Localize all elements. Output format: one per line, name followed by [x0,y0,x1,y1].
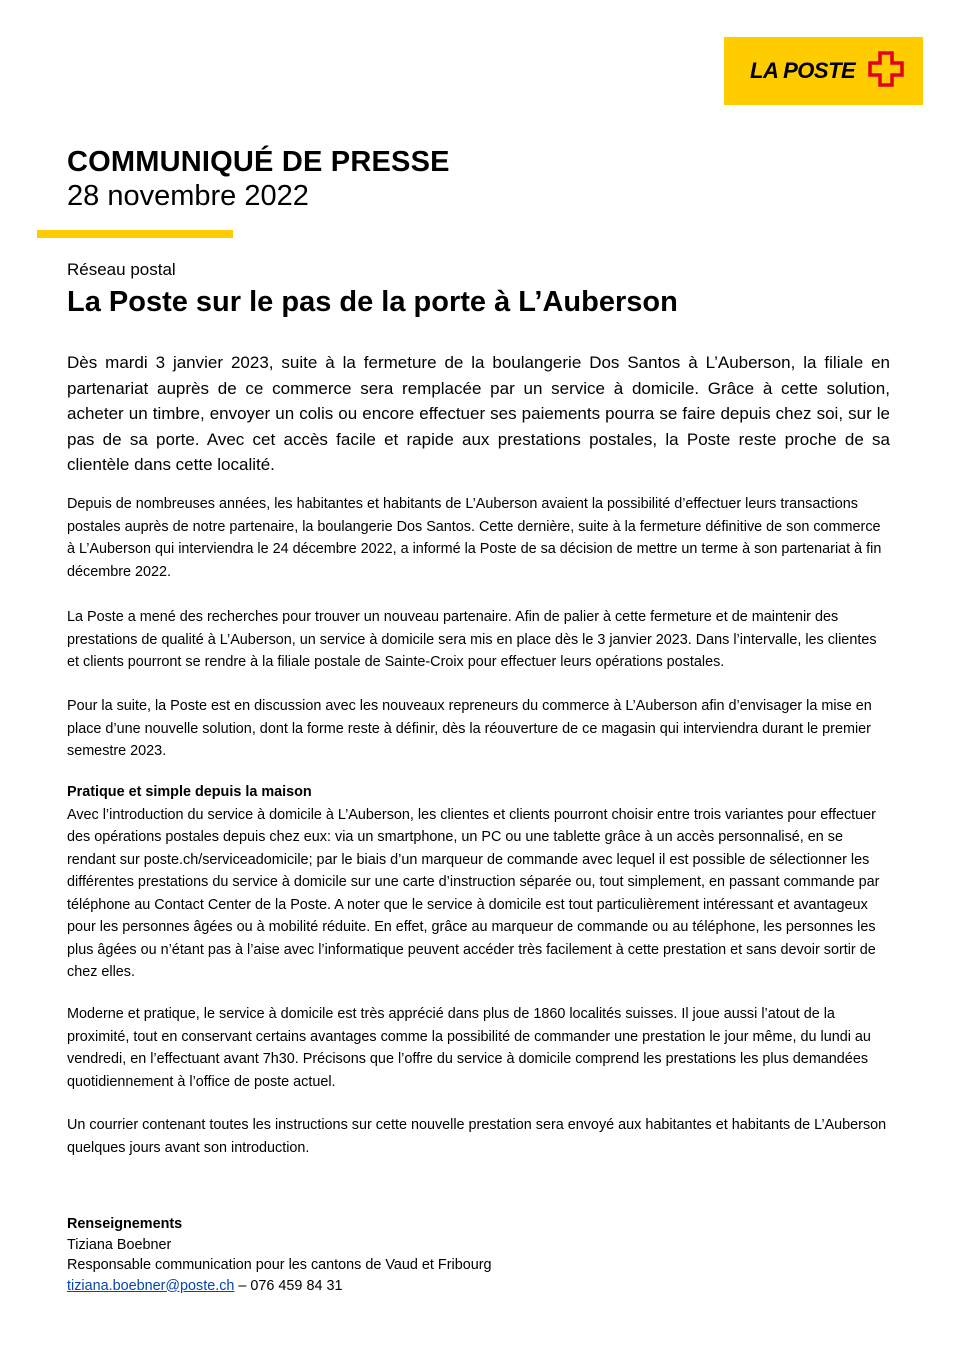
header-divider [37,230,233,238]
document-type: COMMUNIQUÉ DE PRESSE [67,146,450,178]
paragraph: La Poste a mené des recherches pour trouver un nouveau partenaire. Afin de palier à cette fermeture et de maintenir des prestations de qualité à L’Auberson, un service à domicile sera mis en place dès le 3 janvier 2023. Dans l’intervalle, les clientes et clients pourront se rendre à la filiale postale de Sainte-Croix pour effectuer leurs opérations postales. [67,609,877,670]
document-header [67,145,450,213]
paragraph: Avec l’introduction du service à domicile à L’Auberson, les clientes et clients pourront choisir entre trois variantes pour effectuer des opérations postales depuis chez eux: via un smartphone, un PC ou une tablette grâce à un accès personnalisé, en se rendant sur poste.ch/serviceadomicile; par le biais d’un marqueur de commande avec lequel il est possible de sélectionner les différentes prestations du service à domicile sur une carte d’instruction séparée ou, tout simplement, en passant commande par téléphone au Contact Center de la Poste. A noter que le service à domicile est tout particulièrement intéressant et avantageux pour les personnes âgées ou à mobilité réduite. En effet, grâce au marqueur de commande ou au téléphone, les personnes les plus âgées ou n’étant pas à l’aise avec l’informatique peuvent accéder très facilement à cette prestation et sans devoir sortir de chez elles. [67,806,880,980]
section-practical [67,781,890,984]
swiss-cross-icon [868,51,904,87]
contact-heading: Renseignements [67,1216,183,1232]
article-kicker: Réseau postal [67,260,176,279]
paragraph: Moderne et pratique, le service à domicile est très apprécié dans plus de 1860 localités suisses. Il joue aussi l’atout de la proximité, tout en conservant certains avantages comme la possibilité de commander une prestation le jour même, du lundi au vendredi, en l’effectuant avant 7h30. Précisons que l’offre du service à domicile comprend les prestations les plus demandées quotidiennement à l’office de poste actuel. [67,1006,871,1090]
paragraph: Un courrier contenant toutes les instructions sur cette nouvelle prestation sera envoyé aux habitantes et habitants de L’Auberson quelques jours avant son introduction. [67,1117,887,1156]
article-lead: Dès mardi 3 janvier 2023, suite à la fermeture de la boulangerie Dos Santos à L’Auberson, la filiale en partenariat auprès de ce commerce sera remplacée par un service à domicile. Grâce à cette solution, acheter un timbre, envoyer un colis ou encore effectuer ses paiements pourra se faire depuis chez soi, sur le pas de sa porte. Avec cet accès facile et rapide aux prestations postales, la Poste reste proche de sa clientèle dans cette localité. [67,353,890,474]
paragraph: Pour la suite, la Poste est en discussion avec les nouveaux repreneurs du commerce à L’Auberson afin d’envisager la mise en place d’une nouvelle solution, dont la forme reste à définir, dès la réouverture de ce magasin qui interviendra durant le premier semestre 2023. [67,698,872,759]
la-poste-logo [724,37,923,105]
article-title: La Poste sur le pas de la porte à L’Auberson [67,286,678,318]
contact-phone: – 076 459 84 31 [234,1277,343,1294]
contact-line [67,1276,492,1297]
document-date: 28 novembre 2022 [67,180,309,212]
contact-role: Responsable communication pour les cantons de Vaud et Fribourg [67,1257,492,1273]
contact-email-link[interactable]: tiziana.boebner@poste.ch [67,1277,235,1294]
paragraph: Depuis de nombreuses années, les habitantes et habitants de L’Auberson avaient la possibilité d’effectuer leurs transactions postales auprès de notre partenaire, la boulangerie Dos Santos. Cette dernière, suite à la fermeture définitive de son commerce à L’Auberson qui interviendra le 24 décembre 2022, a informé la Poste de sa décision de mettre un terme à son partenariat à fin décembre 2022. [67,496,882,580]
section-heading: Pratique et simple depuis la maison [67,784,312,800]
contact-name: Tiziana Boebner [67,1236,172,1253]
contact-block [67,1214,492,1296]
logo-text: LA POSTE [750,58,856,83]
